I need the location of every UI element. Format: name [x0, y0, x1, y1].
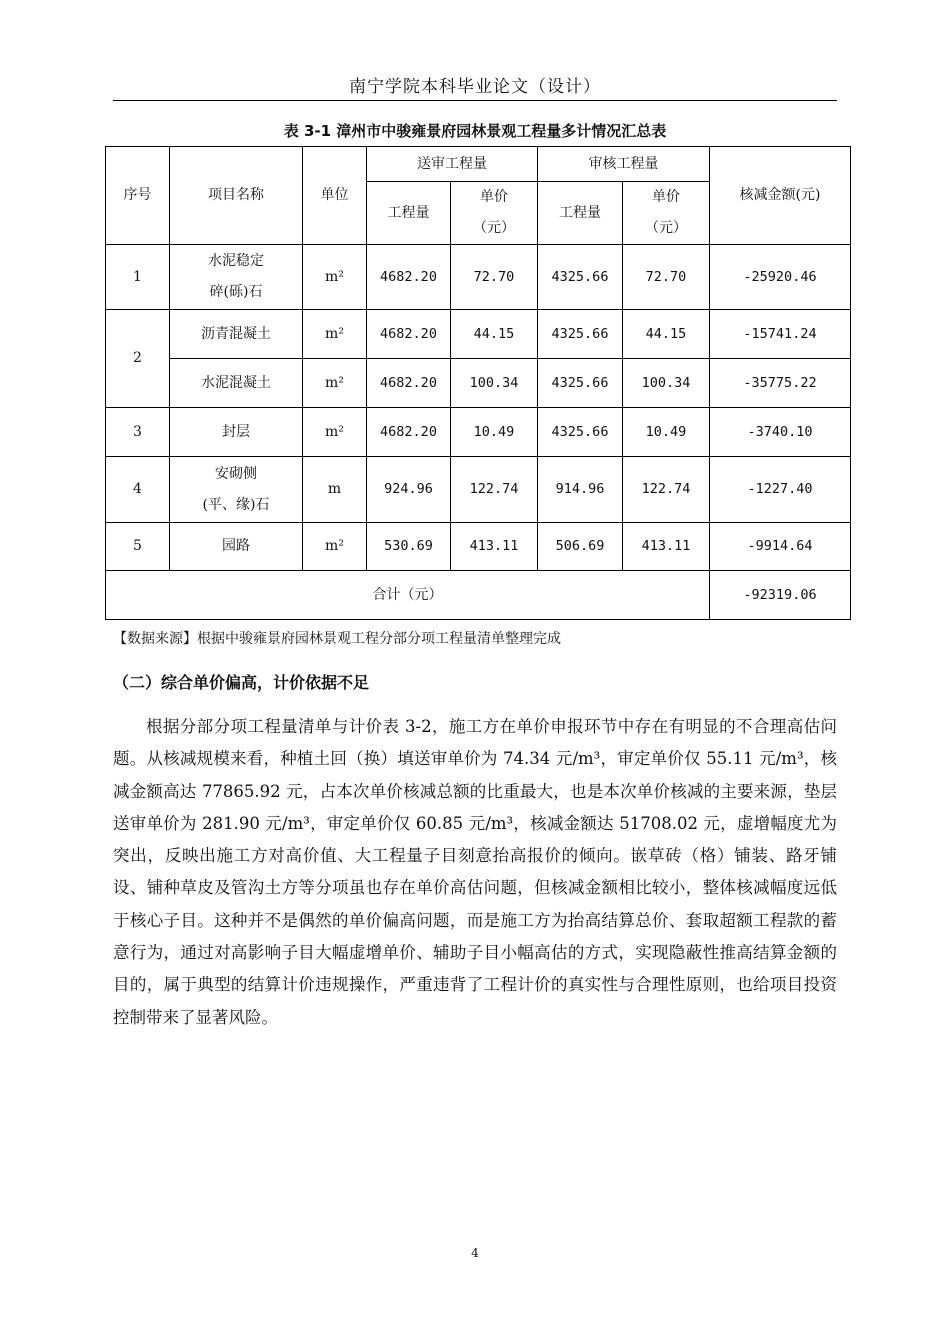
cell-reduction: -3740.10: [710, 408, 851, 457]
cell-name-l2: (平、缘)石: [202, 496, 270, 513]
header-submitted: 送审工程量: [367, 147, 538, 182]
cell-rev-price: 100.34: [623, 359, 710, 408]
body-paragraph: 根据分部分项工程量清单与计价表 3-2，施工方在单价申报环节中存在有明显的不合理高估问题。从核减规模来看，种植土回（换）填送审单价为 74.34 元/m³，审定单价仅 55.11 元/m³，核减金额高达 77865.92 元，占本次单价核减总额的比重最大，也是本次单价核减的主要来源，垫层送审单价为 281.90 元/m³，审定单价仅 60.85 元/m³，核减金额达 51708.02 元，虚增幅度尤为突出，反映出施工方对高价值、大工程量子目刻意抬高报价的倾向。嵌草砖（格）铺装、路牙铺设、铺种草皮及管沟土方等分项虽也存在单价高估问题，但核减金额相比较小，整体核减幅度远低于核心子目。这种并不是偶然的单价偏高问题，而是施工方为抬高结算总价、套取超额工程款的蓄意行为，通过对高影响子目大幅虚增单价、辅助子目小幅高估的方式，实现隐蔽性推高结算金额的目的，属于典型的结算计价违规操作，严重违背了工程计价的真实性与合理性原则，也给项目投资控制带来了显著风险。: [113, 717, 837, 1027]
cell-name: 水泥混凝土: [170, 359, 303, 408]
page-header: 南宁学院本科毕业论文（设计）: [349, 77, 601, 97]
header-rev-price: [623, 182, 710, 245]
cell-sub-qty: 4682.20: [367, 359, 451, 408]
cell-rev-qty: 4325.66: [538, 245, 623, 310]
table-row: [106, 457, 851, 523]
cell-rev-qty: 4325.66: [538, 310, 623, 359]
table-header-row: [106, 147, 851, 182]
cell-unit: m²: [303, 359, 367, 408]
cell-name: 封层: [170, 408, 303, 457]
table-caption: 表 3-1 漳州市中骏雍景府园林景观工程量多计情况汇总表: [283, 122, 667, 140]
cell-sub-qty: 4682.20: [367, 408, 451, 457]
cell-seq: 4: [106, 457, 170, 523]
table-row: [106, 408, 851, 457]
header-reviewed: 审核工程量: [538, 147, 710, 182]
header-seq: 序号: [106, 147, 170, 245]
cell-sub-price: 413.11: [451, 523, 538, 571]
cell-seq: 5: [106, 523, 170, 571]
header-divider: [113, 100, 837, 101]
cell-name: [170, 457, 303, 523]
cell-rev-qty: 914.96: [538, 457, 623, 523]
cell-unit: m²: [303, 523, 367, 571]
page-number: 4: [471, 1246, 479, 1260]
header-sub-qty: 工程量: [367, 182, 451, 245]
cell-name-l2: 碎(砾)石: [209, 284, 263, 300]
cell-sub-price: 44.15: [451, 310, 538, 359]
cell-reduction: -1227.40: [710, 457, 851, 523]
cell-rev-qty: 4325.66: [538, 408, 623, 457]
cell-reduction: -35775.22: [710, 359, 851, 408]
header-sub-price-l1: 单价: [480, 189, 508, 205]
table-row: [106, 245, 851, 310]
cell-sub-qty: 530.69: [367, 523, 451, 571]
cell-rev-price: 10.49: [623, 408, 710, 457]
header-rev-qty: 工程量: [538, 182, 623, 245]
cell-seq: 1: [106, 245, 170, 310]
cell-reduction: -15741.24: [710, 310, 851, 359]
cell-name-l1: 安砌侧: [215, 465, 257, 482]
cell-sub-qty: 924.96: [367, 457, 451, 523]
cell-unit: m: [303, 457, 367, 523]
table-row: [106, 310, 851, 359]
cell-sub-price: 100.34: [451, 359, 538, 408]
header-name: 项目名称: [170, 147, 303, 245]
header-rev-price-l1: 单价: [652, 189, 680, 205]
table-row: [106, 359, 851, 408]
header-rev-price-l2: （元）: [645, 220, 687, 236]
cell-seq: 3: [106, 408, 170, 457]
cell-unit: m²: [303, 310, 367, 359]
table-row: [106, 523, 851, 571]
header-sub-price-l2: （元）: [473, 220, 515, 236]
cell-sub-price: 72.70: [451, 245, 538, 310]
cell-name: 沥青混凝土: [170, 310, 303, 359]
cell-sub-price: 10.49: [451, 408, 538, 457]
total-label: 合计（元）: [106, 571, 710, 620]
cell-unit: m²: [303, 408, 367, 457]
cell-sub-qty: 4682.20: [367, 310, 451, 359]
cell-rev-qty: 4325.66: [538, 359, 623, 408]
cell-reduction: -9914.64: [710, 523, 851, 571]
section-heading: （二）综合单价偏高，计价依据不足: [113, 673, 370, 692]
cell-name-l1: 水泥稳定: [208, 253, 264, 269]
total-value: -92319.06: [710, 571, 851, 620]
table-total-row: [106, 571, 851, 620]
cell-rev-price: 72.70: [623, 245, 710, 310]
cell-seq: 2: [106, 310, 170, 408]
cell-name: 园路: [170, 523, 303, 571]
quantity-table: [105, 146, 851, 620]
cell-rev-price: 413.11: [623, 523, 710, 571]
header-reduction: 核减金额(元): [710, 147, 851, 245]
cell-rev-qty: 506.69: [538, 523, 623, 571]
cell-unit: m²: [303, 245, 367, 310]
cell-rev-price: 122.74: [623, 457, 710, 523]
cell-name: [170, 245, 303, 310]
header-sub-price: [451, 182, 538, 245]
header-unit: 单位: [303, 147, 367, 245]
cell-sub-price: 122.74: [451, 457, 538, 523]
cell-reduction: -25920.46: [710, 245, 851, 310]
data-source-note: 【数据来源】根据中骏雍景府园林景观工程分部分项工程量清单整理完成: [113, 631, 561, 647]
cell-rev-price: 44.15: [623, 310, 710, 359]
cell-sub-qty: 4682.20: [367, 245, 451, 310]
